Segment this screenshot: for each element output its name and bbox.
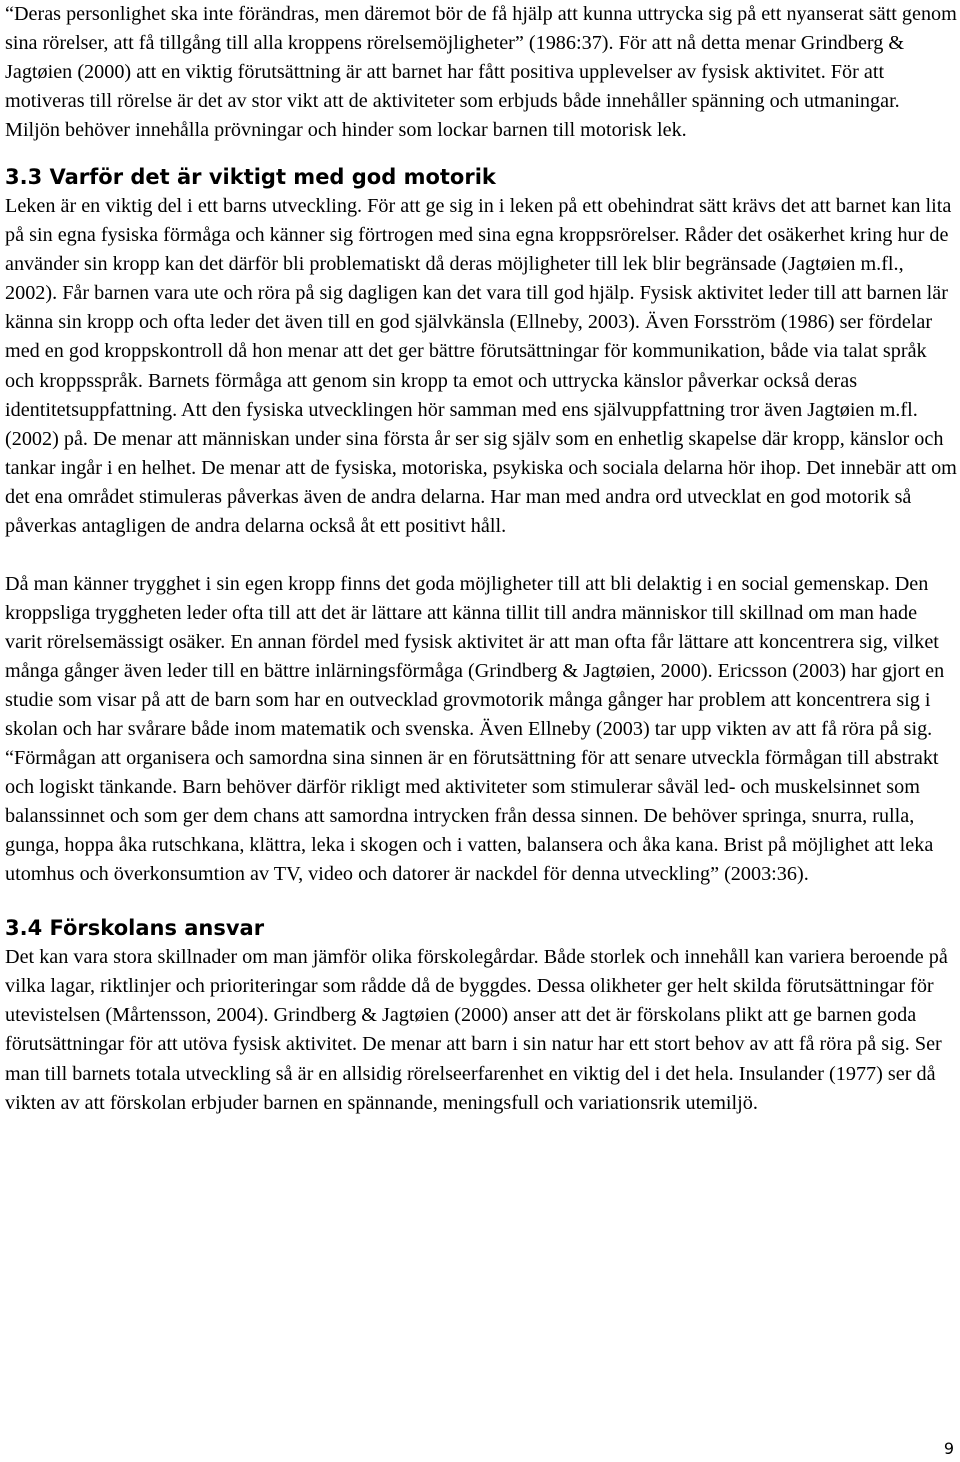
paragraph-spacer — [5, 541, 958, 570]
page-number: 9 — [943, 1439, 954, 1458]
section-heading-3-4: 3.4 Förskolans ansvar — [5, 916, 265, 941]
section-heading-3-3: 3.3 Varför det är viktigt med god motorik — [5, 165, 496, 190]
intro-paragraph: “Deras personlighet ska inte förändras, men däremot bör de få hjälp att kunna uttrycka sig på ett nyanserat sätt genom sina rörelser, att få tillgång till alla kroppens rörelsemöjligheter” (1986:37). För att nå detta menar Grindberg & Jagtøien (2000) att en viktig förutsättning är att barnet har fått positiva upplevelser av fysisk aktivitet. För att motiveras till rörelse är det av stor vikt att de aktiviteter som erbjuds både innehåller spänning och utmaningar. Miljön behöver innehålla prövningar och hinder som lockar barnen till motorisk lek. — [5, 3, 957, 142]
section-3-3-paragraph-1: Leken är en viktig del i ett barns utveckling. För att ge sig in i leken på ett obehindrat sätt krävs det att barnet kan lita på sin egna fysiska förmåga och känner sig förtrogen med sina egna kroppsrörelser. Råder det osäkerhet kring hur de använder sin kropp kan det därför bli problematiskt då deras möjligheter till lek blir begränsade (Jagtøien m.fl., 2002). Får barnen vara ute och röra på sig dagligen kan det vara till god hjälp. Fysisk aktivitet leder till att barnen lär känna sin kropp och ofta leder det även till en god självkänsla (Ellneby, 2003). Även Forsström (1986) ser fördelar med en god kroppskontroll då hon menar att det ger bättre förutsättningar för kommunikation, både via talat språk och kroppsspråk. Barnets förmåga att genom sin kropp ta emot och uttrycka känslor påverkar också deras identitetsuppfattning. Att den fysiska utvecklingen hör samman med ens självuppfattning tror även Jagtøien m.fl. (2002) på. De menar att människan under sina första år ser sig själv som en enhetlig skapelse där kropp, känslor och tankar ingår i en helhet. De menar att de fysiska, motoriska, psykiska och sociala delarna hör ihop. Det innebär att om det ena området stimuleras påverkas även de andra delarna. Har man med andra ord utvecklat en god motorik så påverkas antagligen de andra delarna också åt ett positivt håll. — [5, 195, 957, 537]
section-3-4-paragraph-1: Det kan vara stora skillnader om man jämför olika förskolegårdar. Både storlek och innehåll kan variera beroende på vilka lagar, riktlinjer och prioriteringar som rådde då de byggdes. Dessa olikheter ger helt skilda förutsättningar för utevistelsen (Mårtensson, 2004). Grindberg & Jagtøien (2000) anser att det är förskolans plikt att ge barnen goda förutsättningar för att utöva fysisk aktivitet. De menar att barn i sin natur har ett stort behov av att få röra på sig. Ser man till barnets totala utveckling så är en allsidig rörelseerfarenhet en viktig del i det hela. Insulander (1977) ser då vikten av att förskolan erbjuder barnen en spännande, meningsfull och variationsrik utemiljö. — [5, 946, 948, 1114]
section-3-3-paragraph-2: Då man känner trygghet i sin egen kropp finns det goda möjligheter till att bli delaktig i en social gemenskap. Den kroppsliga tryggheten leder ofta till att det är lättare att känna tillit till andra människor till skillnad om man hade varit rörelsemässigt osäker. En annan fördel med fysisk aktivitet är att man ofta får lättare att koncentrera sig, vilket många gånger även leder till en bättre inlärningsförmåga (Grindberg & Jagtøien, 2000). Ericsson (2003) har gjort en studie som visar på att de barn som har en outvecklad grovmotorik många gånger har problem att koncentrera sig i skolan och har svårare både inom matematik och svenska. Även Ellneby (2003) tar upp vikten av att få röra på sig. “Förmågan att organisera och samordna sina sinnen är en förutsättning för att senare utveckla förmågan till abstrakt och logiskt tänkande. Barn behöver därför rikligt med aktiviteter som stimulerar såväl led- och muskelsinnet som balanssinnet och som ger dem chans att samordna intrycken från dessa sinnen. De behöver springa, snurra, rulla, gunga, hoppa åka rutschkana, klättra, leka i skogen och i vatten, balansera och åka kana. Brist på möjlighet att leka utomhus och överkonsumtion av TV, video och datorer är nackdel för denna utveckling” (2003:36). — [5, 572, 945, 886]
